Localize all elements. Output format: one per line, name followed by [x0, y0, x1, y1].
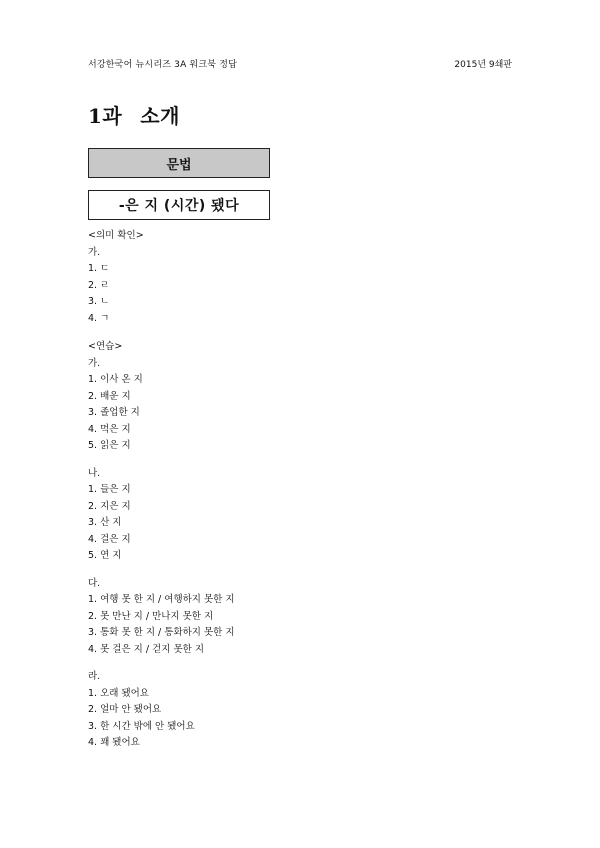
subsection-label: 나. [88, 467, 101, 479]
subsection [88, 576, 235, 659]
answer-item: 3. 한 시간 밖에 안 됐어요 [88, 720, 195, 732]
subsection [88, 245, 235, 328]
subsection-label: 라. [88, 671, 101, 682]
subsection [88, 466, 235, 565]
answer-item: 1. 이사 온 지 [88, 374, 143, 385]
section-practice [88, 339, 235, 752]
answer-item: 3. ㄴ [88, 296, 110, 307]
answer-item: 4. ㄱ [88, 312, 110, 324]
subsection [88, 356, 235, 455]
answer-item: 3. 산 지 [88, 517, 122, 528]
answer-item: 2. 얼마 안 됐어요 [88, 704, 162, 715]
subsection-label: 다. [88, 577, 101, 589]
header-edition: 2015년 9쇄판 [454, 60, 512, 70]
lesson-number: 1과 [88, 104, 123, 128]
section-heading: <의미 확인> [88, 230, 144, 241]
answer-item: 2. 못 만난 지 / 만나지 못한 지 [88, 610, 214, 622]
grammar-pattern: -은 지 (시간) 됐다 [118, 198, 240, 214]
lesson-title [88, 100, 180, 129]
answer-item: 4. 꽤 됐어요 [88, 737, 140, 748]
grammar-pattern-box [88, 190, 270, 220]
grammar-section-box [88, 148, 270, 178]
subsection-label: 가. [88, 246, 101, 258]
answer-item: 1. 여행 못 한 지 / 여행하지 못한 지 [88, 594, 235, 605]
section-heading: <연습> [88, 341, 123, 352]
answer-item: 3. 졸업한 지 [88, 407, 140, 418]
answer-item: 4. 걸은 지 [88, 533, 131, 545]
section-meaning-check [88, 228, 235, 327]
header-book-title: 서강한국어 뉴시리즈 3A 워크북 정답 [88, 60, 238, 70]
answer-item: 4. 먹은 지 [88, 423, 131, 435]
answer-item: 2. 배운 지 [88, 390, 131, 402]
answer-item: 1. 들은 지 [88, 484, 131, 495]
answer-item: 1. ㄷ [88, 263, 110, 274]
answer-item: 5. 읽은 지 [88, 440, 131, 451]
answer-item: 2. 지은 지 [88, 500, 131, 512]
lesson-name: 소개 [140, 104, 180, 128]
answer-item: 4. 못 걸은 지 / 걷지 못한 지 [88, 643, 204, 655]
answer-item: 1. 오래 됐어요 [88, 687, 149, 699]
grammar-label: 문법 [166, 157, 192, 173]
answer-item: 5. 연 지 [88, 550, 122, 561]
answer-content [88, 228, 235, 752]
answer-item: 3. 통화 못 한 지 / 통화하지 못한 지 [88, 627, 235, 638]
subsection [88, 669, 235, 752]
subsection-label: 가. [88, 357, 101, 369]
answer-item: 2. ㄹ [88, 279, 110, 291]
